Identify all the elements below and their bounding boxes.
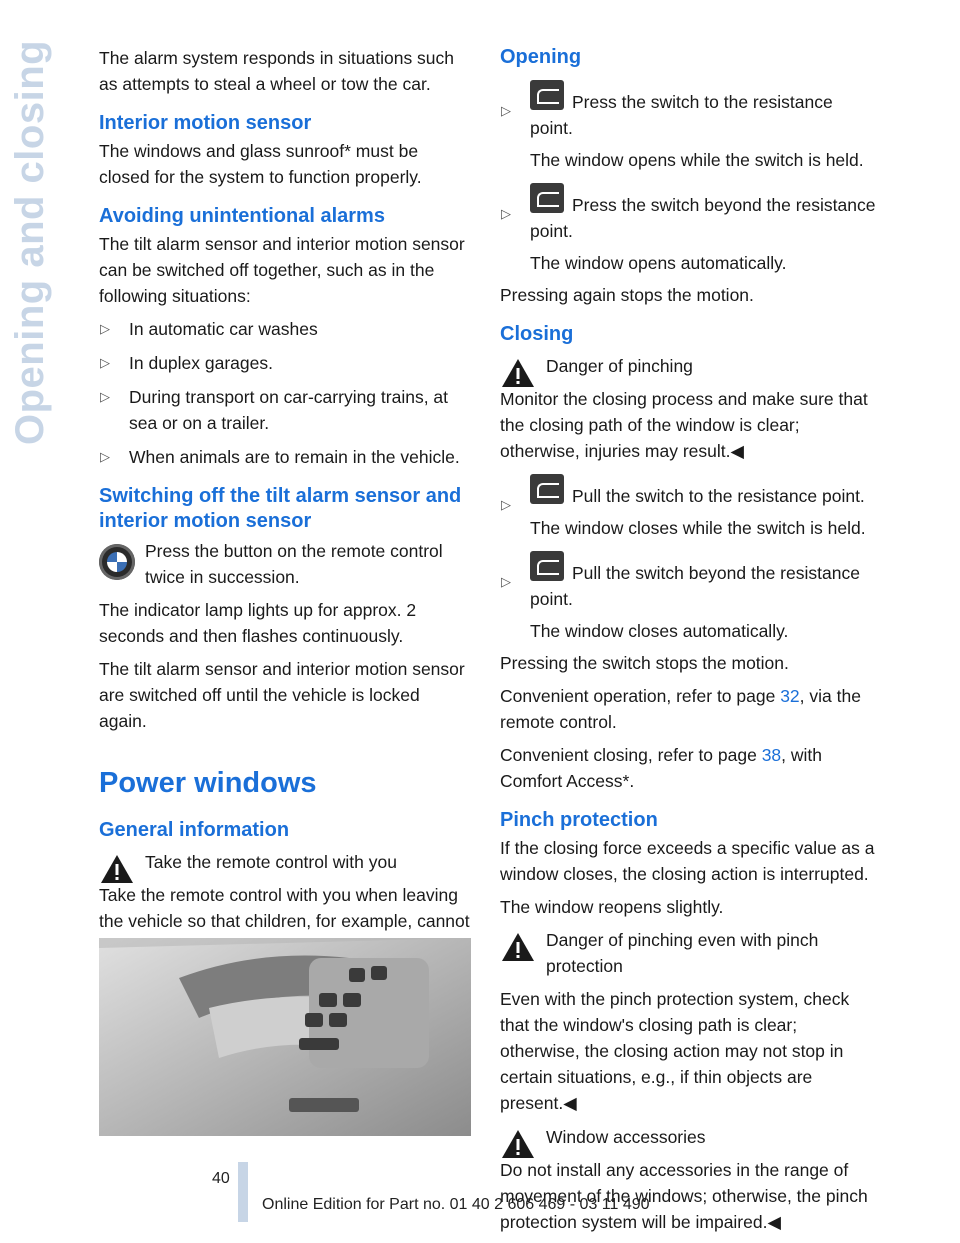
remote-text: Press the button on the remote control twice in succession.	[145, 541, 443, 587]
pinch-protection-heading: Pinch protection	[500, 809, 658, 831]
warning-body: Take the remote control with you when leaving the vehicle so that children, for example, cannot	[99, 885, 470, 931]
convenient-closing: Convenient closing, refer to page 38, with Comfort Access*.	[500, 745, 823, 791]
triangle-bullet-icon: ▷	[501, 497, 511, 512]
list-item: ▷ Press the switch to the resistance point. The window opens while the switch is held.	[500, 80, 876, 173]
list-item: ▷ Press the switch beyond the resistance point. The window opens automatically.	[500, 183, 876, 276]
pinching-warning	[500, 353, 876, 379]
general-info-heading: General information	[99, 819, 290, 841]
switch-off-heading: Switching off the tilt alarm sensor and interior motion sensor	[99, 485, 462, 532]
avoid-alarms-heading: Avoiding unintentional alarms	[99, 205, 385, 227]
door-panel-photo	[99, 938, 471, 1136]
open-stop-text: Pressing again stops the motion.	[500, 285, 754, 305]
power-windows-heading: Power windows	[99, 767, 317, 799]
side-tab	[0, 0, 62, 1222]
warning-title: Take the remote control with you	[145, 852, 397, 872]
convenient-operation: Convenient operation, refer to page 32, via the remote control.	[500, 686, 861, 732]
warning-icon	[500, 357, 536, 389]
close-stop-text: Pressing the switch stops the motion.	[500, 653, 789, 673]
pinch-text: If the closing force exceeds a specific value as a window closes, the closing action is interrupted.	[500, 838, 875, 884]
list-item: ▷ Pull the switch beyond the resistance point. The window closes automatically.	[500, 551, 876, 644]
warning-title: Window accessories	[546, 1127, 706, 1147]
remote-warning	[99, 849, 471, 875]
page-32-link[interactable]: 32	[780, 686, 800, 706]
interior-motion-text: The windows and glass sunroof* must be closed for the system to function properly.	[99, 141, 422, 187]
window-switch-icon	[530, 474, 564, 504]
warning-body: Do not install any accessories in the range of movement of the windows; otherwise, the pinch protection system will be impaired.◀	[500, 1160, 868, 1232]
switched-off-text: The tilt alarm sensor and interior motion sensor are switched off until the vehicle is locked again.	[99, 659, 465, 731]
situations-list	[99, 316, 471, 470]
list-item: ▷ In automatic car washes	[99, 316, 471, 342]
page-38-link[interactable]: 38	[761, 745, 782, 765]
list-item: ▷ When animals are to remain in the vehicle.	[99, 444, 471, 470]
list-item: ▷ During transport on car-carrying trains, at sea or on a trailer.	[99, 384, 471, 436]
window-switch-icon	[530, 183, 564, 213]
window-switch-icon	[530, 80, 564, 110]
avoid-alarms-text: The tilt alarm sensor and interior motion sensor can be switched off together, such as in the following situations:	[99, 234, 465, 306]
triangle-bullet-icon: ▷	[100, 321, 110, 336]
warning-icon	[99, 853, 135, 885]
footer-edition: Online Edition for Part no. 01 40 2 606 469 - 03 11 490	[262, 1196, 650, 1213]
opening-heading: Opening	[500, 46, 582, 68]
reopens-text: The window reopens slightly.	[500, 897, 724, 917]
left-column	[99, 45, 471, 994]
warning-body: Even with the pinch protection system, check that the window's closing path is clear; otherwise, the closing action may not stop in certain situations, e.g., if thin objects are present.◀	[500, 989, 850, 1113]
pinch-warning	[500, 927, 876, 979]
warning-title: Danger of pinching	[546, 356, 693, 376]
warning-title: Danger of pinching even with pinch protection	[546, 930, 819, 976]
closing-heading: Closing	[500, 323, 574, 345]
triangle-bullet-icon: ▷	[100, 389, 110, 404]
triangle-bullet-icon: ▷	[100, 355, 110, 370]
remote-key-icon	[99, 544, 135, 580]
triangle-bullet-icon: ▷	[100, 449, 110, 464]
triangle-bullet-icon: ▷	[501, 206, 511, 221]
side-tab-label: Opening and closing	[8, 40, 52, 446]
accessories-warning	[500, 1124, 876, 1150]
window-switch-icon	[530, 551, 564, 581]
warning-icon	[500, 1128, 536, 1160]
indicator-text: The indicator lamp lights up for approx. 2 seconds and then flashes continuously.	[99, 600, 417, 646]
triangle-bullet-icon: ▷	[501, 103, 511, 118]
triangle-bullet-icon: ▷	[501, 574, 511, 589]
list-item: ▷ Pull the switch to the resistance point. The window closes while the switch is held.	[500, 474, 876, 541]
right-column	[500, 45, 876, 1243]
alarm-intro: The alarm system responds in situations such as attempts to steal a wheel or tow the car.	[99, 48, 455, 94]
page-number: 40	[212, 1170, 230, 1187]
interior-motion-heading: Interior motion sensor	[99, 112, 312, 134]
footer-bar	[238, 1162, 248, 1222]
warning-body: Monitor the closing process and make sure that the closing path of the window is clear; otherwise, injuries may result.◀	[500, 389, 868, 461]
warning-icon	[500, 931, 536, 963]
remote-control-note	[99, 538, 471, 590]
list-item: ▷ In duplex garages.	[99, 350, 471, 376]
